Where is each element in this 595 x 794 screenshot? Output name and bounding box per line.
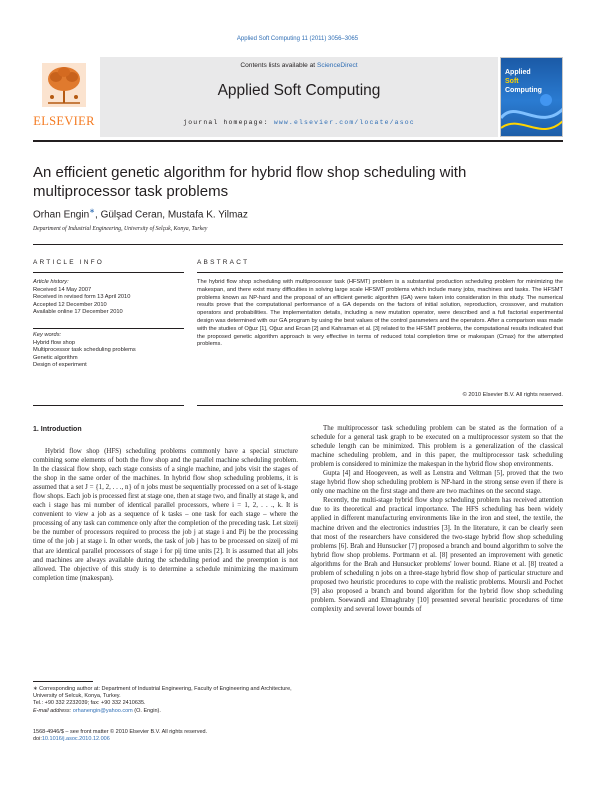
body-paragraph: Hybrid flow shop (HFS) scheduling problems commonly have a special structure combining some elements of both the flow shop and the parallel machine scheduling problem. In the classical flow shop, each stage consists of a single machine, and jobs visit the stages of the shop in the same order of the machines. In hybrid flow shop scheduling problems, it is assumed that a set J = {1, 2, . . ., n} of n jobs must be sequentially processed on a set of k-stage flow shops. Each job is processed first at stage one, then at stage two, and finally at stage k, and each i stage has mi number of identical parallel processors, where i = 1, 2, . . ., k. It is convenient to view a job as a sequence of k tasks – one task for each stage – where the processing of any task can commence only after the completion of the preceding task. Let sizeij be the number of processors required to process the job j at stage i and Pij be the processing time of the job j at stage i. In other words, the task of job j has to be processed on sizeij of mi that are identical parallel processors of stage i for pij time units [2]. It is assumed that all jobs and machines are always available during the scheduling period and the preemption is not allowed. The objective of this study is to determine a schedule minimizing the maximum completion time (makespan).: [33, 448, 298, 582]
front-matter-info: [33, 729, 298, 743]
abstract-text: The hybrid flow shop scheduling with multiprocessor task (HFSMT) problem is a substantial production scheduling problem for minimizing the makespan, and there exist many difficulties in solving large scale HFSMT problems which include many jobs, machines and tasks. The HFSMT problems known as NP-hard and the proposal of an efficient genetic algorithm (GA) were taken into consideration in this study. The numerical results prove that the computational performance of a GA depends on the factors of initial solution, reproduction, crossover, and mutation operators and probabilities. The implementation details, including a new mutation operator, were described and a full factorial experimental design was determined with our GA program by using the best values of the control parameters and the operators. After a comparison was made with the studies of Oğuz [1], Oğuz and Ercan [2] and Kahraman et al. [3] related to the HFSMT problems, the computational results indicated that the proposed genetic algorithm approach is very effective in terms of reduced total completion time or makespan (Cmax) for the attempted problems.: [197, 279, 563, 348]
keywords: [33, 332, 184, 370]
info-rule: [33, 405, 184, 406]
cover-line-2: Soft: [505, 78, 519, 85]
journal-title[interactable]: Applied Soft Computing: [217, 82, 381, 99]
history-online: Available online 17 December 2010: [33, 309, 123, 316]
author-engin[interactable]: Orhan Engin: [33, 209, 90, 221]
corresponding-author-mark[interactable]: ∗: [89, 208, 96, 215]
body-paragraph: The multiprocessor task scheduling problem can be stated as the formation of a schedule for a general task graph to be executed on a multiprocessor system so that the schedule length can be minimized. This problem is a generalization of the classical machine scheduling problem, and in this paper, the multiprocessor task scheduling problem is considered to minimize the makespan in the hybrid flow shop environments.: [311, 425, 563, 469]
header-rule: [33, 140, 563, 142]
cover-swirl-graphic: [501, 88, 563, 137]
article-title: An efficient genetic algorithm for hybrid flow shop scheduling with multiprocessor task problems: [33, 164, 467, 200]
cover-line-3: Computing: [505, 87, 542, 94]
elsevier-tree-icon: [42, 63, 86, 107]
history-revised: Received in revised form 13 April 2010: [33, 294, 131, 301]
email-label: E-mail address:: [33, 707, 73, 714]
issn-line: 1568-4946/$ – see front matter © 2010 Elsevier B.V. All rights reserved.: [33, 729, 208, 735]
info-rule: [33, 328, 184, 329]
body-left-column: [33, 447, 298, 583]
keyword-item: Hybrid flow shop: [33, 339, 76, 346]
abstract-rule: [197, 272, 563, 273]
footnote-phone: Tel.: +90 332 2232039; fax: +90 332 2410635.: [33, 700, 146, 707]
homepage-link[interactable]: www.elsevier.com/locate/asoc: [273, 119, 415, 126]
author-list: [33, 207, 553, 220]
keyword-item: Multiprocessor task scheduling problems: [33, 347, 136, 354]
history-label: Article history:: [33, 279, 69, 285]
doi-link[interactable]: 10.1016/j.asoc.2010.12.006: [41, 736, 110, 743]
abstract-rule: [197, 405, 563, 406]
keywords-label: Key words:: [33, 332, 62, 338]
body-paragraph: Recently, the multi-stage hybrid flow shop scheduling problem has received attention due to its theoretical and practical importance. The HFS scheduling has been widely applied in different manufacturing environments like in the iron and steel, the textile, the machine driven and the electronics industries [3]. In the literature, it can be clearly seen that most of the researchers have considered the two-stage hybrid flow shop scheduling problems [6]. Brah and Hunsucker [7] proposed a branch and bound algorithm to solve the hybrid flow shop problems. Portmann et al. [8] presented an improvement with genetic algorithms for the Brah and Hunsucker problems' lower bound. Riane et al. [8] treated a problem of scheduling n jobs on a three-stage hybrid flow shop of particular structure and proposed two heuristic procedures to cope with the realistic problems. Moursli and Pochet [9] also proposed a branch and bound algorithm for the hybrid flow shop scheduling problem. Soewandi and Elmaghraby [10] presented several heuristic procedures of time complexity and several lower bounds of: [311, 497, 563, 613]
journal-homepage: [100, 119, 498, 126]
journal-citation[interactable]: Applied Soft Computing 11 (2011) 3056–3065: [236, 36, 359, 42]
doi-prefix: doi:: [33, 736, 42, 743]
email-suffix: (O. Engin).: [132, 707, 161, 714]
section-heading-introduction: 1. Introduction: [33, 426, 82, 433]
publisher-name: ELSEVIER: [33, 114, 95, 128]
journal-cover-image[interactable]: [500, 57, 563, 137]
author-others: , Gülşad Ceran, Mustafa K. Yilmaz: [95, 209, 248, 221]
article-history: [33, 279, 184, 317]
sciencedirect-link[interactable]: ScienceDirect: [316, 62, 358, 69]
history-received: Received 14 May 2007: [33, 286, 92, 293]
email-link[interactable]: orhanengin@yahoo.com: [72, 707, 133, 714]
title-rule: [33, 244, 563, 245]
info-rule: [33, 272, 184, 273]
corresponding-author-footnote: [33, 686, 298, 715]
contents-line: [100, 62, 498, 69]
footnote-mark: ∗: [33, 686, 38, 692]
affiliation: Department of Industrial Engineering, University of Selçuk, Konya, Turkey: [33, 226, 208, 232]
abstract-heading: ABSTRACT: [197, 259, 250, 266]
footnote-rule: [33, 681, 93, 682]
keyword-item: Genetic algorithm: [33, 354, 78, 361]
body-paragraph: Gupta [4] and Hoogeveen, as well as Lenstra and Veltman [5], proved that the two stage hybrid flow shop scheduling problem is NP-hard in the strong sense even if there is only one machine on the first stage and there are two machines on the second stage.: [311, 470, 563, 496]
keyword-item: Design of experiment: [33, 362, 87, 369]
copyright-notice: © 2010 Elsevier B.V. All rights reserved.: [462, 392, 563, 398]
footnote-text: Corresponding author at: Department of Industrial Engineering, Faculty of Engineering and Architecture, University of Selcuk, Konya, Turkey.: [33, 686, 292, 700]
article-info-heading: ARTICLE INFO: [33, 259, 105, 266]
history-accepted: Accepted 12 December 2010: [33, 301, 107, 308]
homepage-prefix: journal homepage:: [183, 119, 274, 126]
contents-prefix: Contents lists available at: [240, 62, 317, 69]
body-right-column: [311, 424, 563, 614]
cover-line-1: Applied: [505, 69, 531, 76]
